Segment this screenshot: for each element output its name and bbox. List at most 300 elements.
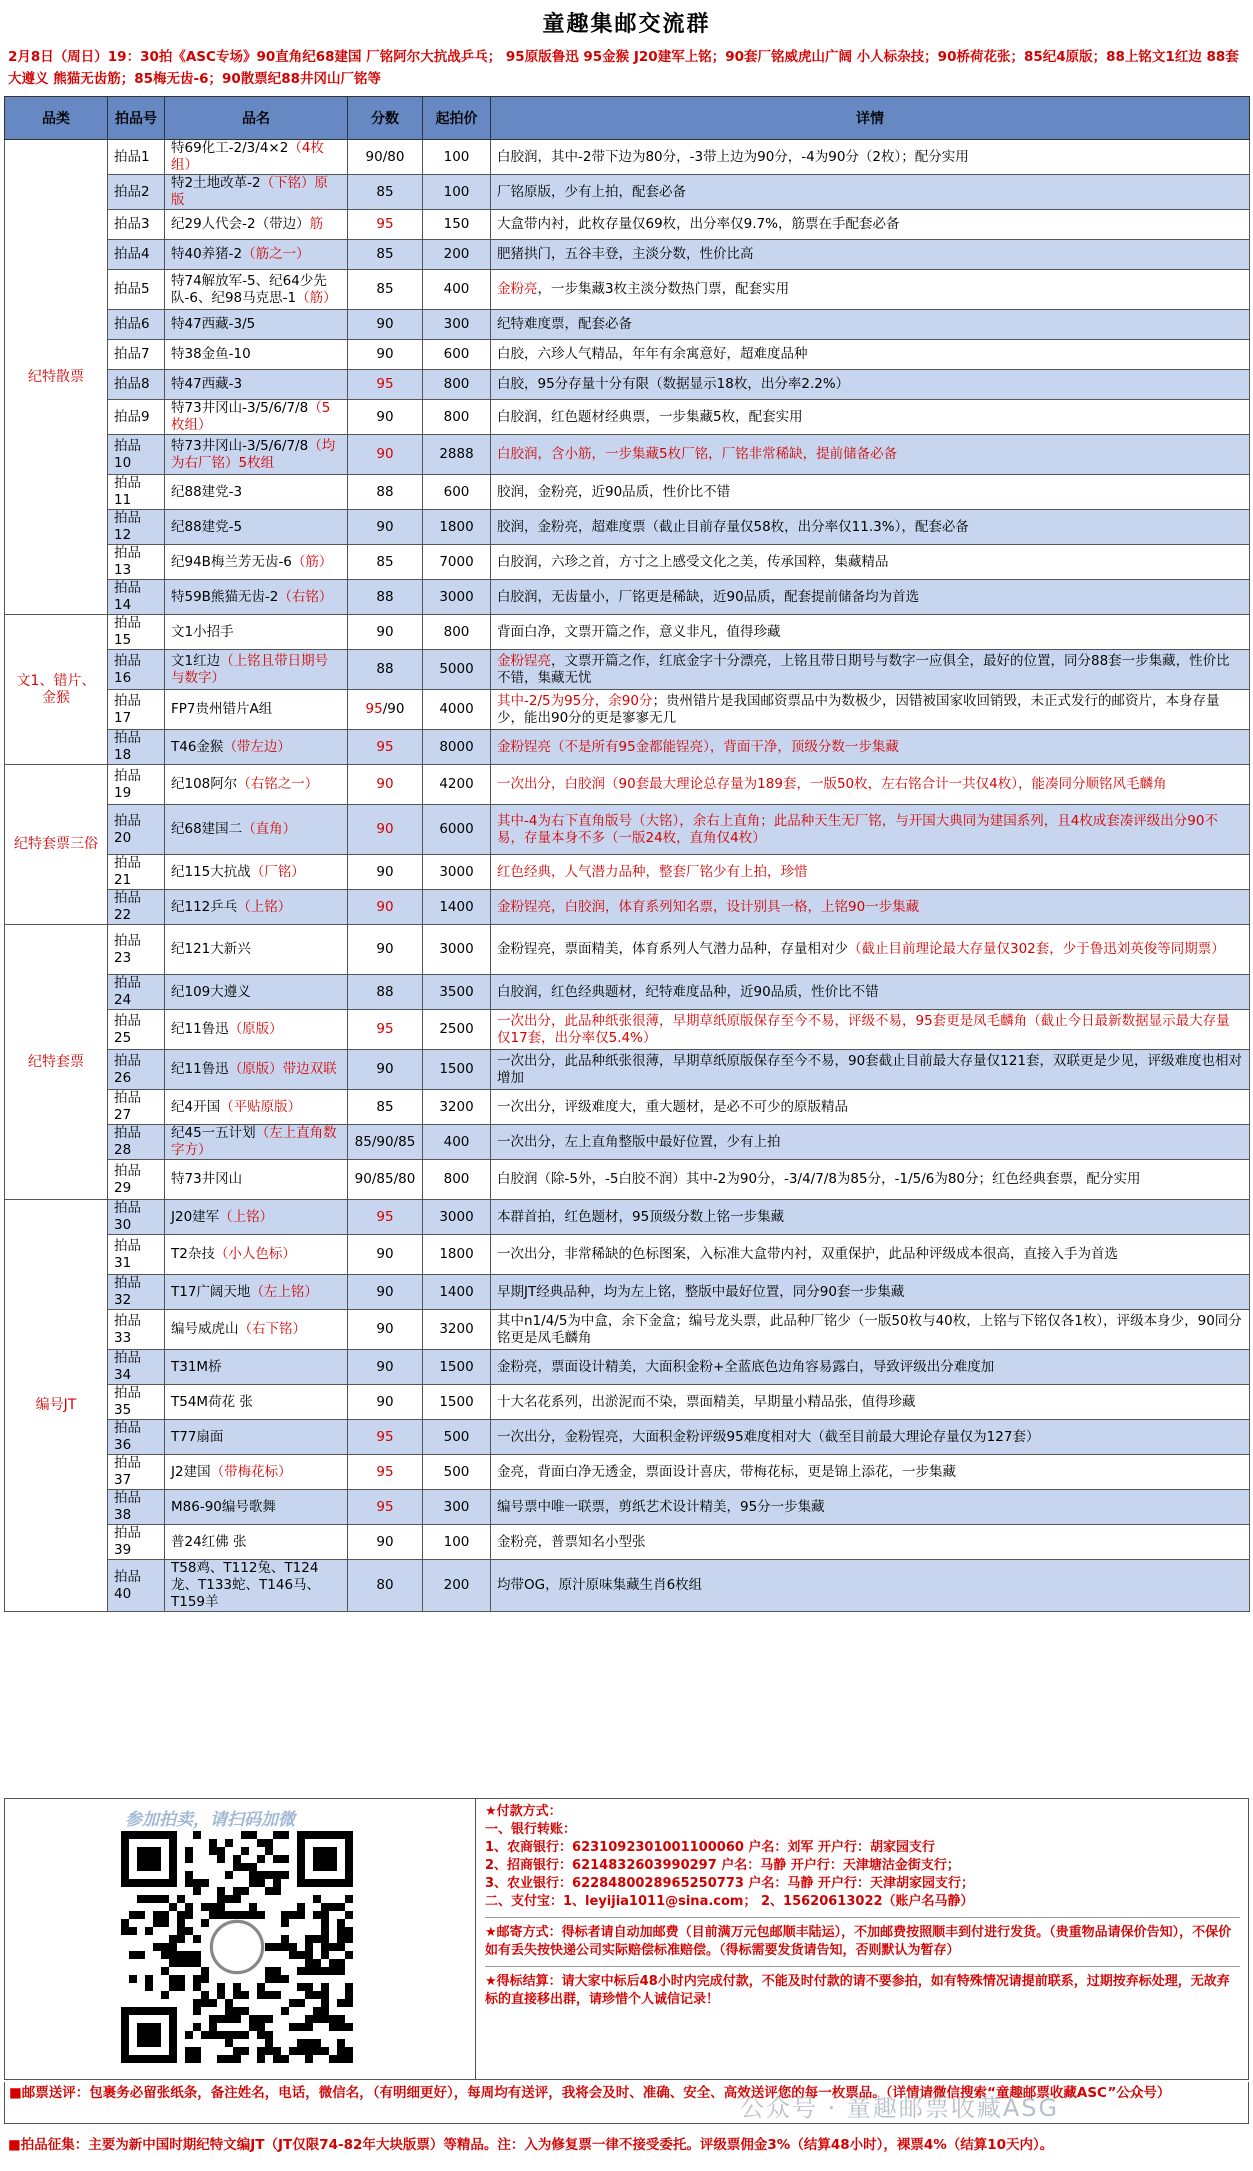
lot-number: 拍品18 [114,730,141,763]
start-price: 800 [443,1171,470,1187]
item-name-cell [165,975,348,1010]
table-row [5,1090,1250,1125]
detail-cell [491,615,1250,650]
detail-cell [491,805,1250,855]
lot-number-cell [108,1090,165,1125]
header-start-price: 起拍价 [423,97,491,140]
item-name: 特73井冈山 [171,1171,243,1187]
detail-cell [491,1385,1250,1420]
table-row [5,370,1250,400]
item-name: J2建国 [171,1463,211,1480]
detail-text: 十大名花系列，出淤泥而不染，票面精美，早期量小精品张，值得珍藏 [497,1393,916,1410]
lot-number-cell [108,240,165,270]
detail-text: ，一步集藏3枚主淡分数热门票，配套实用 [537,281,790,297]
score-cell [348,210,423,240]
detail-text: 均带OG，原汁原味集藏生肖6枚组 [497,1577,703,1593]
item-name-cell [165,1050,348,1090]
detail-text: ；贵州错片是我国邮资票品中为数极少，因错被国家收回销毁，未正式发行的邮资片，本身存量少，能出90分的更是寥寥无几 [497,692,1220,726]
lot-number-cell [108,1160,165,1200]
detail-cell [491,1560,1250,1612]
score-value: 88 [376,483,394,500]
score-value: 90 [376,518,394,535]
start-price-cell [423,240,491,270]
score-value: 90 [376,1061,394,1077]
score-value: 85 [376,281,394,297]
detail-cell [491,730,1250,765]
start-price: 1500 [439,1358,474,1375]
detail-text: 背面白净，文票开篇之作，意义非凡，值得珍藏 [497,623,781,640]
start-price-cell [423,1050,491,1090]
item-name-cell [165,615,348,650]
start-price: 600 [443,483,470,500]
start-price: 6000 [439,821,474,837]
item-name-cell [165,730,348,765]
table-row [5,240,1250,270]
score-value: 90 [376,863,394,880]
start-price-cell [423,475,491,510]
item-name-cell [165,1125,348,1160]
start-price-cell [423,1160,491,1200]
item-name-cell [165,270,348,310]
item-name-cell [165,890,348,925]
item-name-note: 筋 [309,216,324,232]
detail-cell [491,1125,1250,1160]
item-name-cell [165,650,348,690]
table-row [5,270,1250,310]
detail-cell [491,175,1250,210]
item-name-cell [165,210,348,240]
lot-number-cell [108,370,165,400]
score-value: 90 [376,776,394,792]
detail-cell [491,1310,1250,1350]
lot-number: 拍品2 [114,183,150,200]
score-cell [348,1350,423,1385]
detail-text: 厂铭原版，少有上拍，配套必备 [497,183,686,200]
table-row [5,1420,1250,1455]
lot-number-cell [108,1490,165,1525]
start-price: 800 [443,408,470,425]
item-name-cell [165,1275,348,1310]
score-value [366,701,405,717]
detail-cell [491,1420,1250,1455]
item-name-cell [165,925,348,975]
lot-number: 拍品13 [114,545,141,578]
item-name-note: （右铭之一） [237,776,319,792]
header-score: 分数 [348,97,423,140]
item-name: 特73井冈山-3/5/6/7/8 [171,437,309,454]
item-name: 纪108阿尔 [171,776,238,792]
qr-code-icon[interactable] [121,1831,353,2063]
item-name-note: （厂铭） [250,863,305,880]
detail-text: 金粉锃亮，白胶润，体育系列知名票，设计别具一格，上铭90一步集藏 [497,898,920,915]
shipping-info: ★邮寄方式：得标者请自动加邮费（目前满万元包邮顺丰陆运），不加邮费按照顺丰到付进行发货。（贵重物品请保价告知），不保价如有丢失按快递公司实际赔偿标准赔偿。（得标需要发货请告知，否则默认为暂存） [485,1925,1232,1958]
item-name-note: （上铭且带日期号与数字） [171,652,329,686]
header-lot-number: 拍品号 [108,97,165,140]
item-name-cell [165,240,348,270]
table-header-row [5,97,1250,140]
detail-text: 白胶润，六珍之首，方寸之上感受文化之美，传承国粹，集藏精品 [497,553,889,570]
item-name-cell [165,1310,348,1350]
score-cell [348,1090,423,1125]
item-name-cell [165,340,348,370]
item-name: 特38金鱼-10 [171,346,251,362]
start-price-cell [423,1235,491,1275]
score-cell [348,310,423,340]
start-price-cell [423,435,491,475]
detail-text: 金亮，背面白净无透金，票面设计喜庆，带梅花标，更是锦上添花，一步集藏 [497,1463,956,1480]
start-price: 500 [443,1428,470,1445]
lot-number-cell [108,1010,165,1050]
detail-cell [491,400,1250,435]
lot-number: 拍品9 [114,408,150,425]
item-name-cell [165,1350,348,1385]
page-title: 童趣集邮交流群 [542,10,711,37]
item-name-cell [165,1235,348,1275]
start-price-cell [423,580,491,615]
detail-cell [491,1350,1250,1385]
lot-number-cell [108,1275,165,1310]
item-name: J20建军 [171,1208,220,1225]
lot-number: 拍品33 [114,1312,141,1346]
table-row [5,400,1250,435]
detail-cell [491,370,1250,400]
item-name-cell [165,690,348,730]
item-name-cell [165,175,348,210]
detail-cell [491,1490,1250,1525]
table-row [5,1385,1250,1420]
score-value: 90 [376,941,394,957]
start-price-cell [423,975,491,1010]
start-price: 1800 [439,518,474,535]
score-cell [348,400,423,435]
table-row [5,435,1250,475]
start-price: 300 [443,1498,470,1515]
table-row [5,650,1250,690]
table-row [5,1525,1250,1560]
item-name: 纪68建国二 [171,821,243,837]
start-price: 400 [443,1133,470,1150]
table-row [5,925,1250,975]
score-value: 85 [376,183,394,200]
start-price: 3200 [439,1321,474,1337]
start-price-cell [423,925,491,975]
item-name: 纪112乒乓 [171,898,238,915]
score-cell [348,580,423,615]
score-value: 90 [376,346,394,362]
lot-number-cell [108,855,165,890]
start-price: 4000 [439,701,474,717]
detail-text: 白胶润，红色经典题材，纪特难度品种，近90品质，性价比不错 [497,983,879,1000]
lot-number: 拍品37 [114,1455,141,1488]
detail-text: 金粉亮，票面设计精美，大面积金粉+全蓝底色边角容易露白，导致评级出分难度加 [497,1358,995,1375]
score-value: 95 [376,376,394,392]
score-cell [348,435,423,475]
start-price-cell [423,1420,491,1455]
detail-text: 白胶润，其中-2带下边为80分，-3带上边为90分，-4为90分（2枚）；配分实用 [497,148,969,165]
start-price-cell [423,175,491,210]
settlement-info: ★得标结算：请大家中标后48小时内完成付款，不能及时付款的请不要参拍，如有特殊情况请提前联系，过期按弃标处理，无故弃标的直接移出群，请珍惜个人诚信记录！ [485,1974,1230,2007]
detail-text: 大盒带内衬，此枚存量仅69枚，出分率仅9.7%，筋票在手配套必备 [497,216,900,232]
start-price: 100 [443,1533,470,1550]
lot-number: 拍品39 [114,1525,141,1558]
lot-number-cell [108,140,165,175]
table-row [5,580,1250,615]
start-price: 800 [443,623,470,640]
score-cell [348,805,423,855]
item-name-note: （筋之一） [242,246,310,262]
score-value: 90 [376,1321,394,1337]
start-price-cell [423,510,491,545]
item-name-note: （平贴原版） [220,1098,302,1115]
item-name-cell [165,1090,348,1125]
lot-number: 拍品11 [114,475,141,508]
start-price: 1800 [439,1246,474,1262]
start-price: 8000 [439,738,474,755]
grading-note: ■邮票送评：包裹务必留张纸条，备注姓名，电话，微信名，（有明细更好），每周均有送评，我将会及时、准确、安全、高效送评您的每一枚票品。（详情请微信搜索“童趣邮票收藏ASC”公众号） [4,2082,1249,2124]
start-price: 7000 [439,553,474,570]
payment-header: ★付款方式： [485,1804,562,1819]
detail-cell [491,1050,1250,1090]
table-row [5,1235,1250,1275]
item-name-cell [165,1560,348,1612]
table-row [5,1160,1250,1200]
table-row [5,475,1250,510]
lot-number: 拍品6 [114,316,150,332]
score-cell [348,650,423,690]
start-price-cell [423,210,491,240]
start-price-cell [423,1010,491,1050]
start-price: 400 [443,281,470,297]
score-value: 95 [376,1498,394,1515]
start-price: 5000 [439,661,474,677]
item-name: T46金猴 [171,738,224,755]
score-value: 90/80 [365,148,405,165]
item-name: T17广阔天地 [171,1283,251,1300]
lot-number: 拍品24 [114,975,141,1008]
detail-cell [491,510,1250,545]
item-name-note: （下铭）原版 [171,175,329,208]
lot-number: 拍品35 [114,1385,141,1418]
qr-panel [5,1799,476,2079]
detail-text: 其中n1/4/5为中盒，余下金盒；编号龙头票，此品种厂铭少（一版50枚与40枚，上铭与下铭仅各1枚），评级本身少，90同分铭更是凤毛麟角 [497,1312,1242,1346]
item-name-cell [165,310,348,340]
item-name-note: （4枚组） [171,140,324,173]
lot-number: 拍品38 [114,1490,141,1523]
score-cell [348,1125,423,1160]
item-name-cell [165,475,348,510]
payment-line: 1、农商银行：6231092301001100060 户名：刘军 开户行：胡家园支行 [485,1840,935,1855]
item-name-note: （直角） [242,821,297,837]
start-price: 500 [443,1463,470,1480]
lot-number-cell [108,1200,165,1235]
start-price: 1400 [439,898,474,915]
item-name-cell [165,580,348,615]
detail-text: 白胶润，无齿量小，厂铭更是稀缺，近90品质，配套提前储备均为首选 [497,588,920,605]
detail-cell [491,1455,1250,1490]
detail-cell [491,1090,1250,1125]
score-cell [348,925,423,975]
lot-number: 拍品28 [114,1125,141,1158]
payment-line: 2、招商银行：6214832603990297 户名：马静 开户行：天津塘沽金街支行； [485,1858,960,1873]
detail-text: 本群首拍，红色题材，95顶级分数上铭一步集藏 [497,1208,785,1225]
detail-highlight: 金粉锃亮 [497,652,551,669]
lot-number-cell [108,1525,165,1560]
item-name-note: （原版） [228,1021,283,1037]
score-part: /90 [382,701,405,717]
start-price-cell [423,805,491,855]
start-price: 150 [443,216,470,232]
score-value: 90 [376,446,394,462]
lot-number: 拍品10 [114,437,141,471]
start-price: 800 [443,376,470,392]
lot-number: 拍品12 [114,510,141,543]
start-price-cell [423,1090,491,1125]
detail-highlight: 其中-2/5为95分，余90分 [497,692,653,709]
lot-table [4,96,1250,1612]
start-price-cell [423,1490,491,1525]
score-cell [348,270,423,310]
detail-text: 一次出分，左上直角整版中最好位置，少有上拍 [497,1133,781,1150]
score-cell [348,615,423,650]
item-name: 编号威虎山 [171,1321,239,1337]
start-price-cell [423,140,491,175]
lot-number-cell [108,435,165,475]
score-value: 90 [376,1393,394,1410]
table-row [5,1125,1250,1160]
consignment-note: ■拍品征集：主要为新中国时期纪特文编JT（JT仅限74-82年大块版票）等精品。注：入为修复票一律不接受委托。评级票佣金3%（结算48小时），裸票4%（结算10天内）。 [8,2137,1054,2153]
table-row [5,310,1250,340]
detail-cell [491,855,1250,890]
detail-text: 其中-4为右下直角版号（大铭），余右上直角；此品种天生无厂铭，与开国大典同为建国系列，且4枚成套凑评级出分90不易，存量本身不多（一版24枚，直角仅4枚） [497,812,1218,846]
detail-cell [491,580,1250,615]
table-row [5,1455,1250,1490]
lot-number-cell [108,210,165,240]
header-item-name: 品名 [165,97,348,140]
lot-number-cell [108,270,165,310]
lot-number-cell [108,1125,165,1160]
item-name-cell [165,370,348,400]
lot-number-cell [108,975,165,1010]
item-name: 特74解放军-5、纪64少先队-6、纪98马克思-1 [171,272,327,306]
item-name-note: （均为右厂铭）5枚组 [171,437,336,471]
lot-number: 拍品22 [114,890,141,923]
item-name: 特40养猪-2 [171,246,243,262]
table-row [5,615,1250,650]
score-cell [348,1275,423,1310]
item-name: T31M桥 [171,1358,222,1375]
start-price: 1500 [439,1061,474,1077]
start-price-cell [423,650,491,690]
table-row [5,1350,1250,1385]
start-price-cell [423,890,491,925]
detail-cell [491,1235,1250,1275]
lot-number-cell [108,890,165,925]
item-name: 纪45一五计划 [171,1125,256,1141]
item-name-note: （原版）带边双联 [228,1061,337,1077]
start-price-cell [423,1310,491,1350]
score-cell [348,690,423,730]
table-row [5,510,1250,545]
item-name-cell [165,1010,348,1050]
lot-number: 拍品15 [114,615,141,648]
table-row [5,975,1250,1010]
table-row [5,1275,1250,1310]
detail-text: ，文票开篇之作，红底金字十分漂亮，上铭且带日期号与数字一应俱全，最好的位置，同分88套一步集藏，性价比不错，集藏无忧 [497,652,1230,686]
score-cell [348,240,423,270]
lot-number-cell [108,175,165,210]
score-value: 88 [376,588,394,605]
lot-number: 拍品21 [114,855,141,888]
lot-number-cell [108,765,165,805]
detail-highlight: 金粉亮 [497,281,538,297]
item-name: 特59B熊猫无齿-2 [171,588,279,605]
lot-number: 拍品23 [114,932,141,966]
item-name-cell [165,1385,348,1420]
item-name-cell [165,510,348,545]
start-price: 3000 [439,1208,474,1225]
start-price-cell [423,1275,491,1310]
score-cell [348,140,423,175]
detail-text: 一次出分，白胶润（90套最大理论总存量为189套，一版50枚，左右铭合计一共仅4枚），能凑同分顺铭风毛麟角 [497,776,1167,792]
lot-number: 拍品17 [114,692,141,726]
item-name: 文1红边 [171,652,221,669]
item-name-cell [165,1490,348,1525]
lot-table-body [5,140,1250,1612]
lot-number-cell [108,730,165,765]
wechat-watermark: 公众号 · 童趣邮票收藏ASG [740,2094,1060,2122]
score-cell [348,1010,423,1050]
score-cell [348,1200,423,1235]
item-name: 纪115大抗战 [171,863,251,880]
lot-number: 拍品34 [114,1350,141,1383]
score-cell [348,545,423,580]
header-details: 详情 [491,97,1250,140]
start-price-cell [423,400,491,435]
divider [485,1917,1240,1918]
item-name: 纪11鲁迅 [171,1061,229,1077]
detail-cell [491,1275,1250,1310]
score-cell [348,890,423,925]
detail-text: 一次出分，非常稀缺的色标图案，入标准大盒带内衬，双重保护，此品种评级成本很高，直接入手为首选 [497,1246,1118,1262]
detail-cell [491,340,1250,370]
item-name-note: （筋） [291,553,333,570]
lot-number: 拍品40 [114,1568,141,1602]
score-cell [348,730,423,765]
detail-cell [491,270,1250,310]
detail-cell [491,890,1250,925]
lot-number: 拍品1 [114,148,150,165]
start-price: 3000 [439,863,474,880]
item-name-note: （右铭） [278,588,333,605]
lot-number: 拍品30 [114,1200,141,1233]
header-category: 品类 [5,97,108,140]
lot-number: 拍品14 [114,580,141,613]
score-cell [348,1490,423,1525]
start-price-cell [423,1350,491,1385]
table-row [5,1490,1250,1525]
item-name: 特69化工-2/3/4×2 [171,140,289,156]
lot-number: 拍品16 [114,652,141,686]
detail-cell [491,545,1250,580]
score-value: 90 [376,1358,394,1375]
score-cell [348,1385,423,1420]
start-price-cell [423,1455,491,1490]
score-value: 90 [376,1283,394,1300]
item-name: 纪88建党-5 [171,518,243,535]
score-cell [348,340,423,370]
detail-text: 胶润，金粉亮，近90品质，性价比不错 [497,483,731,500]
start-price-cell [423,1200,491,1235]
